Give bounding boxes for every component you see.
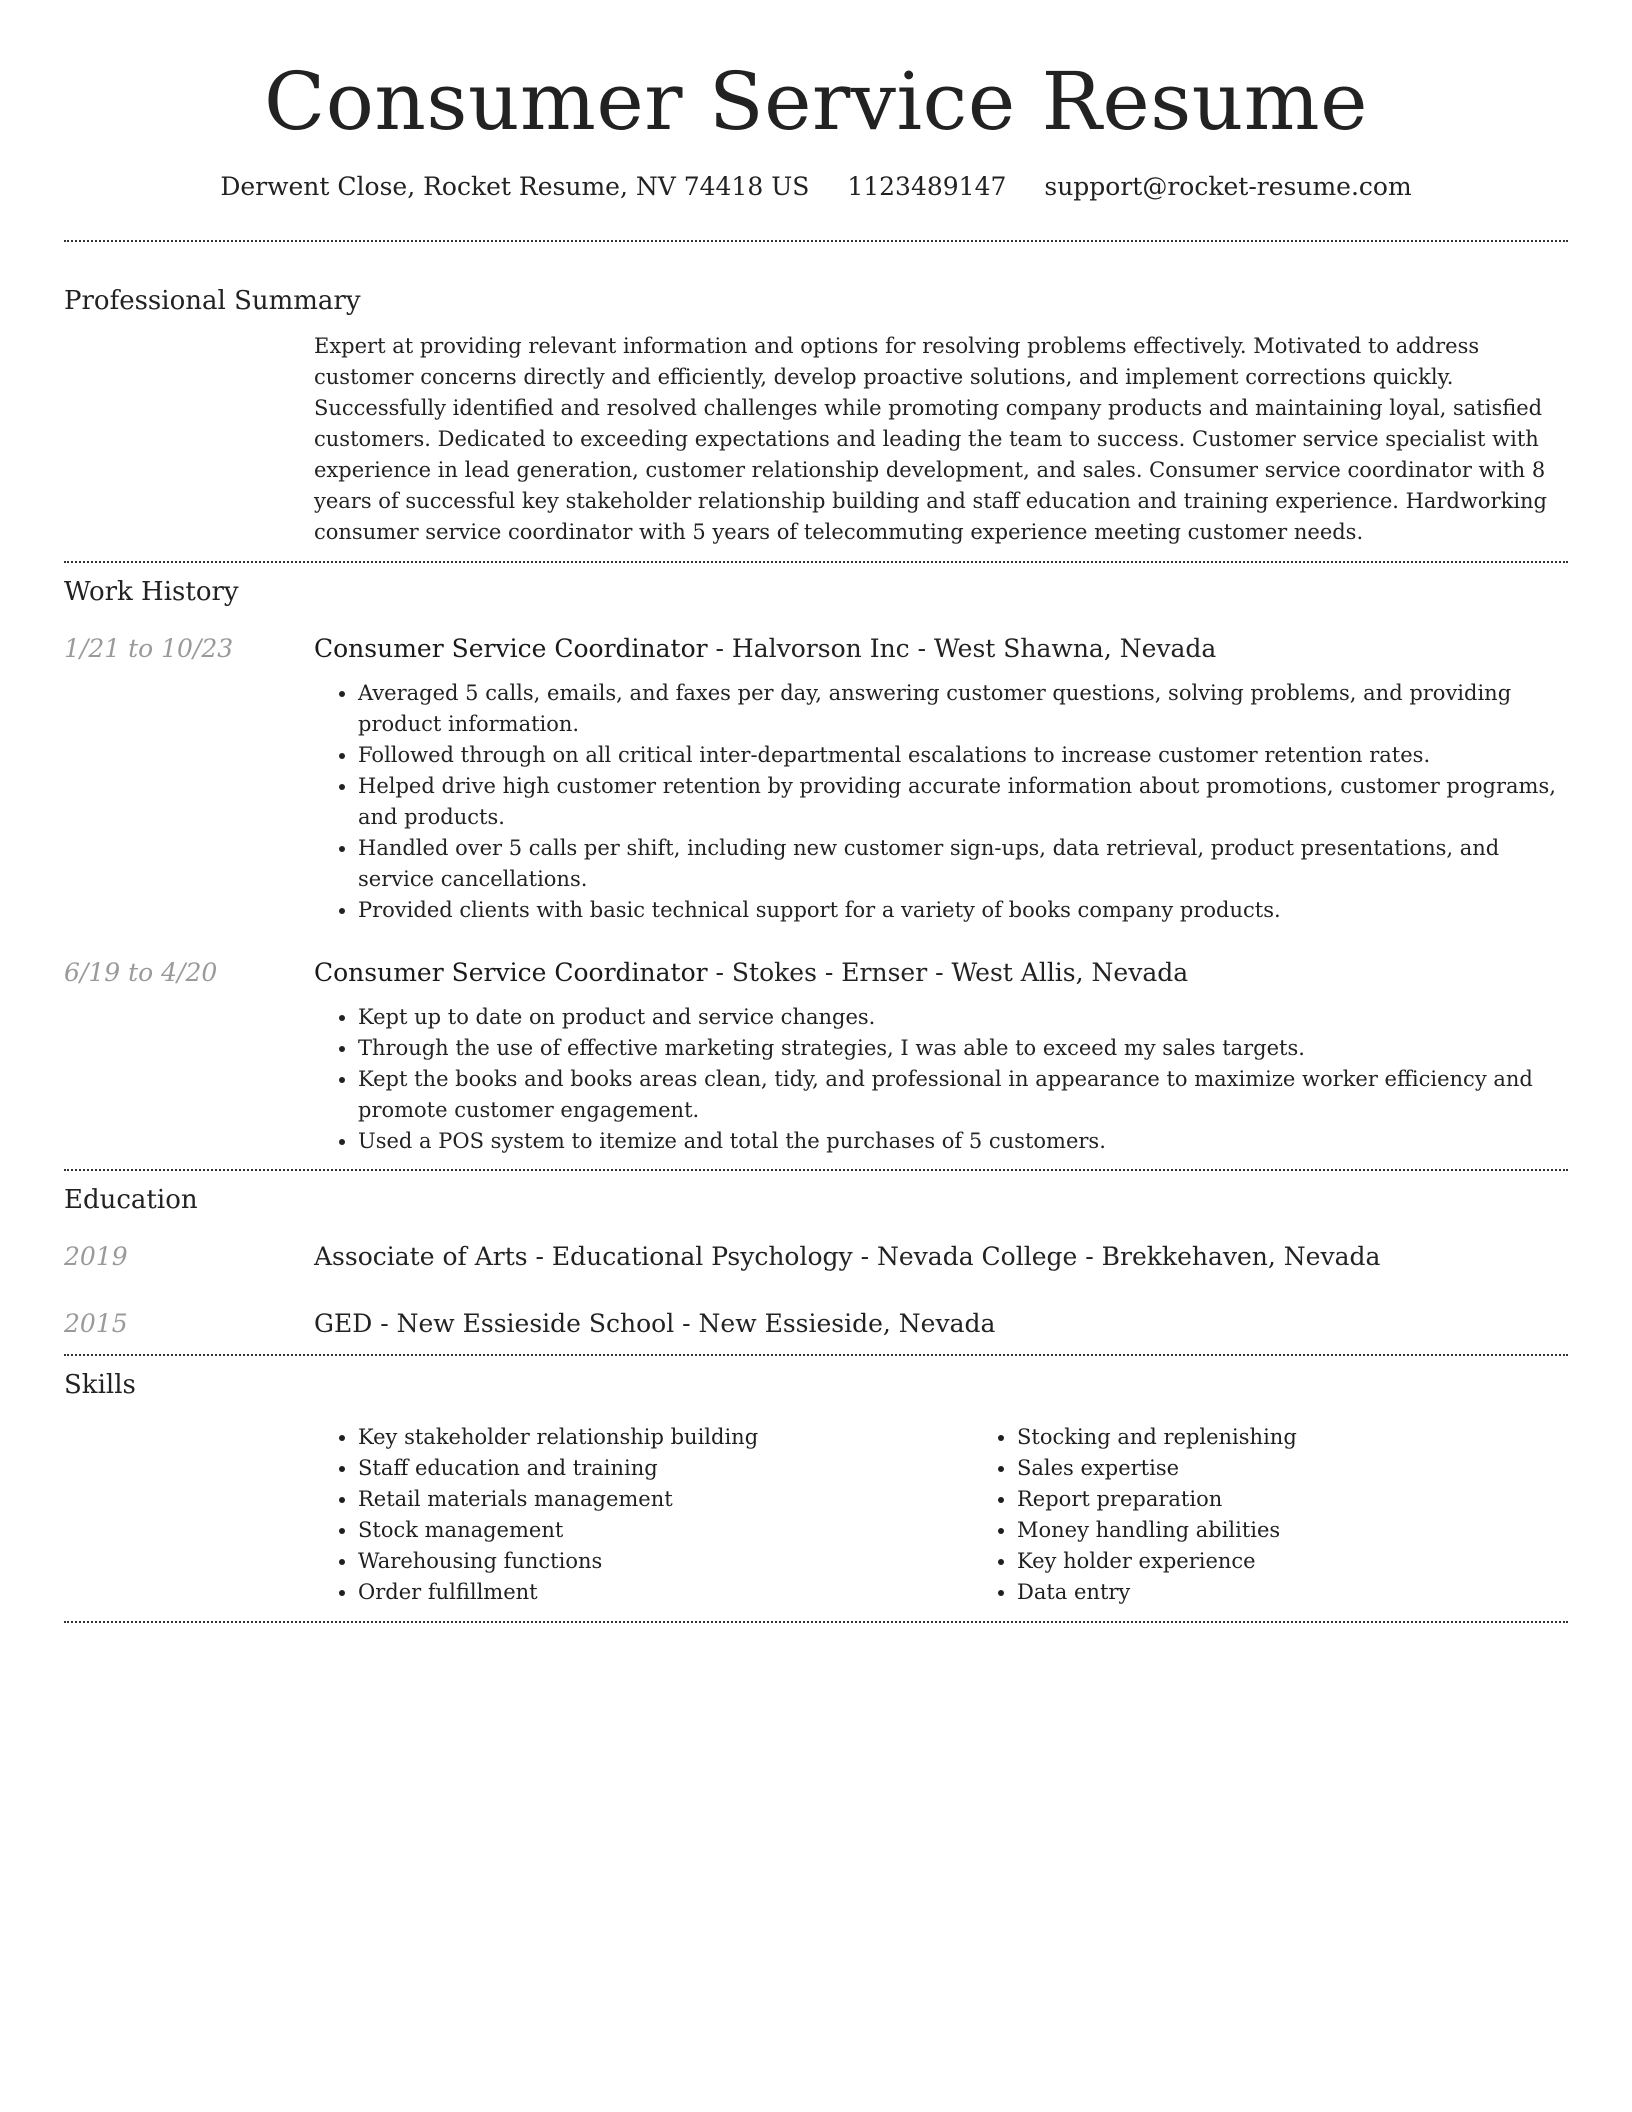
job-heading [314,956,1568,990]
list-item: • Money handling abilities [1017,1515,1568,1546]
education-text: Associate of Arts - Educational Psychology - Nevada College - Brekkehaven, Nevada [314,1242,1381,1271]
job-details: - Halvorson Inc - West Shawna, Nevada [707,634,1217,663]
list-item: • Kept up to date on product and service changes. [358,1002,1568,1033]
education-section [64,1183,1568,1341]
list-item: • Report preparation [1017,1484,1568,1515]
job-details: - Stokes - Ernser - West Allis, Nevada [707,958,1189,987]
list-item: • Staff education and training [358,1453,973,1484]
list-item: • Provided clients with basic technical support for a variety of books company products. [358,895,1568,926]
resume-page [64,0,1568,1623]
divider [64,1354,1568,1356]
job-bullets [314,1002,1568,1157]
skills-grid [314,1422,1568,1608]
list-item: • Helped drive high customer retention by providing accurate information about promotions, customer programs, and products. [358,771,1568,833]
skills-section [64,1368,1568,1608]
summary-heading: Professional Summary [64,286,361,316]
divider [64,561,1568,563]
contact-email: support@rocket-resume.com [1044,172,1412,201]
list-item: • Used a POS system to itemize and total the purchases of 5 customers. [358,1126,1568,1157]
list-item: • Handled over 5 calls per shift, including new customer sign-ups, data retrieval, product presentations, and service cancellations. [358,833,1568,895]
job-entry [64,632,1568,926]
skills-list-right [973,1422,1568,1608]
work-history-section [64,575,1568,1157]
list-item: • Sales expertise [1017,1453,1568,1484]
list-item: • Key stakeholder relationship building [358,1422,973,1453]
list-item: • Through the use of effective marketing strategies, I was able to exceed my sales targets. [358,1033,1568,1064]
job-dates: 1/21 to 10/23 [64,634,234,663]
job-entry [64,956,1568,1157]
contact-address: Derwent Close, Rocket Resume, NV 74418 US [220,172,810,201]
job-dates: 6/19 to 4/20 [64,958,218,987]
skills-list-left [314,1422,973,1608]
resume-title: Consumer Service Resume [264,55,1368,148]
job-bullets [314,678,1568,926]
summary-section [64,284,1568,548]
job-position: Consumer Service Coordinator [314,958,708,987]
divider [64,1169,1568,1171]
education-heading: Education [64,1185,198,1215]
divider [64,1621,1568,1623]
job-heading [314,632,1568,666]
contact-phone: 1123489147 [847,172,1007,201]
list-item: • Stocking and replenishing [1017,1422,1568,1453]
divider [64,240,1568,242]
education-entry [64,1240,1568,1274]
list-item: • Averaged 5 calls, emails, and faxes per day, answering customer questions, solving problems, and providing product information. [358,678,1568,740]
list-item: • Warehousing functions [358,1546,973,1577]
education-year: 2019 [64,1242,128,1271]
list-item: • Stock management [358,1515,973,1546]
list-item: • Data entry [1017,1577,1568,1608]
education-text: GED - New Essieside School - New Essieside, Nevada [314,1309,996,1338]
education-entry [64,1307,1568,1341]
work-history-heading: Work History [64,577,239,607]
list-item: • Key holder experience [1017,1546,1568,1577]
education-year: 2015 [64,1309,128,1338]
list-item: • Retail materials management [358,1484,973,1515]
job-position: Consumer Service Coordinator [314,634,708,663]
list-item: • Kept the books and books areas clean, tidy, and professional in appearance to maximize worker efficiency and promote customer engagement. [358,1064,1568,1126]
list-item: • Order fulfillment [358,1577,973,1608]
contact-line [64,170,1568,204]
skills-heading: Skills [64,1370,136,1400]
summary-text: Expert at providing relevant information and options for resolving problems effectively. Motivated to address customer concerns directly and efficiently, develop proactive solutions, and implement corrections quickly. Successfully identified and resolved challenges while promoting company products and maintaining loyal, satisfied customers. Dedicated to exceeding expectations and leading the team to success. Customer service specialist with experience in lead generation, customer relationship development, and sales. Consumer service coordinator with 8 years of successful key stakeholder relationship building and staff education and training experience. Hardworking consumer service coordinator with 5 years of telecommuting experience meeting customer needs. [314,334,1548,544]
list-item: • Followed through on all critical inter-departmental escalations to increase customer retention rates. [358,740,1568,771]
